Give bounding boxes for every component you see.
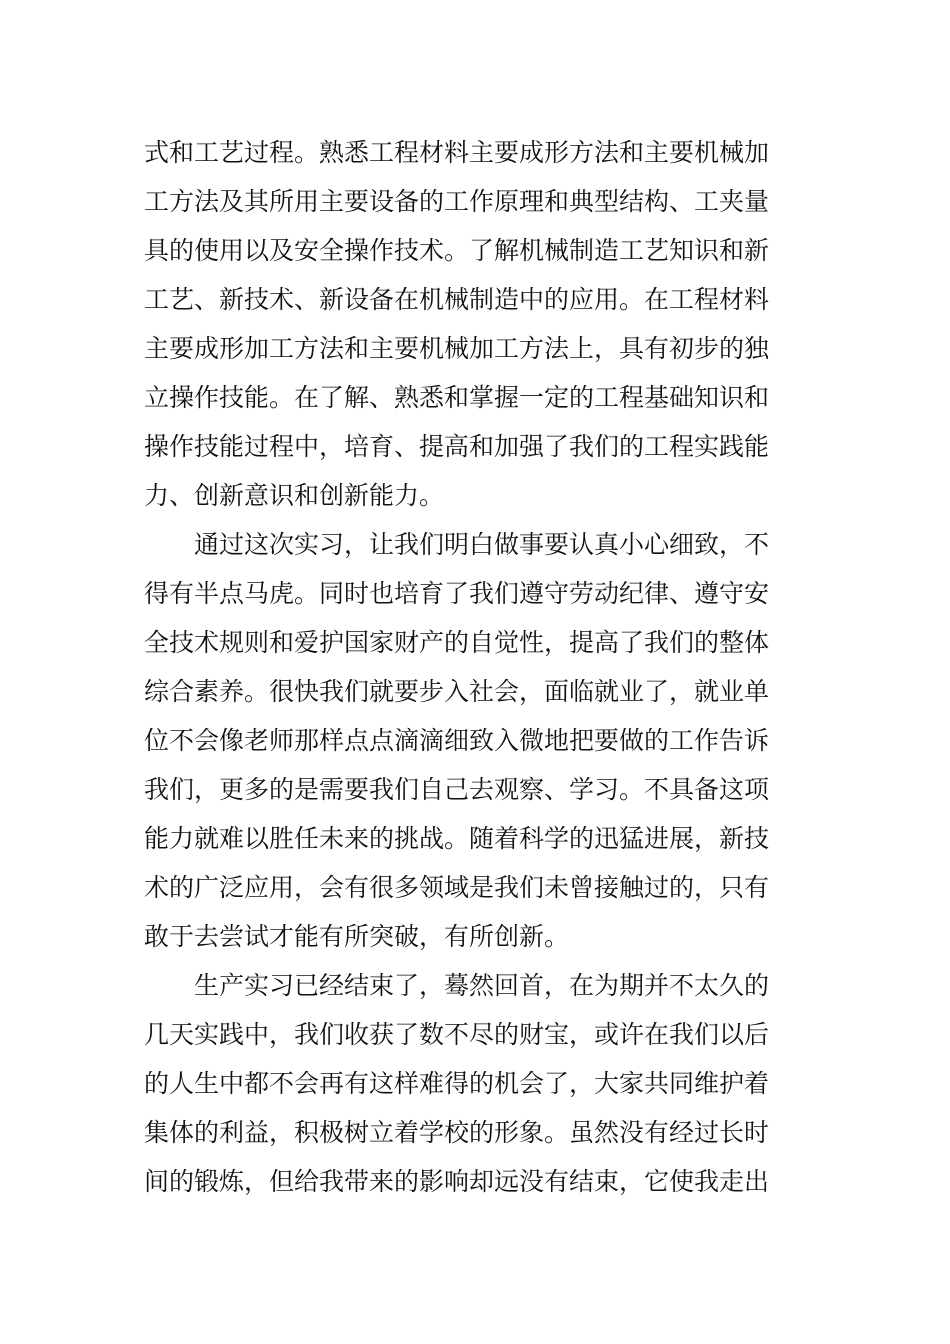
- text-line: 力、创新意识和创新能力。: [144, 481, 445, 510]
- text-line: 敢于去尝试才能有所突破，有所创新。: [144, 922, 570, 951]
- text-line: 集体的利益，积极树立着学校的形象。虽然没有经过长时: [144, 1118, 770, 1147]
- text-line: 式和工艺过程。熟悉工程材料主要成形方法和主要机械加: [144, 138, 770, 167]
- paragraph-start-line: 生产实习已经结束了，蓦然回首，在为期并不太久的: [144, 971, 770, 1000]
- text-line: 具的使用以及安全操作技术。了解机械制造工艺知识和新: [144, 236, 770, 265]
- text-line: 工艺、新技术、新设备在机械制造中的应用。在工程材料: [144, 285, 770, 314]
- text-line: 能力就难以胜任未来的挑战。随着科学的迅猛进展，新技: [144, 824, 770, 853]
- text-line: 我们，更多的是需要我们自己去观察、学习。不具备这项: [144, 775, 770, 804]
- text-line: 间的锻炼，但给我带来的影响却远没有结束，它使我走出: [144, 1167, 770, 1196]
- paragraph-start-line: 通过这次实习，让我们明白做事要认真小心细致，不: [144, 530, 770, 559]
- text-line: 几天实践中，我们收获了数不尽的财宝，或许在我们以后: [144, 1020, 770, 1049]
- text-line: 立操作技能。在了解、熟悉和掌握一定的工程基础知识和: [144, 383, 770, 412]
- text-line: 工方法及其所用主要设备的工作原理和典型结构、工夹量: [144, 187, 770, 216]
- text-line: 位不会像老师那样点点滴滴细致入微地把要做的工作告诉: [144, 726, 770, 755]
- text-line: 得有半点马虎。同时也培育了我们遵守劳动纪律、遵守安: [144, 579, 770, 608]
- text-line: 术的广泛应用，会有很多领域是我们未曾接触过的，只有: [144, 873, 770, 902]
- body-text: [144, 128, 814, 1206]
- text-line: 全技术规则和爱护国家财产的自觉性，提高了我们的整体: [144, 628, 770, 657]
- text-line: 操作技能过程中，培育、提高和加强了我们的工程实践能: [144, 432, 770, 461]
- text-line: 主要成形加工方法和主要机械加工方法上，具有初步的独: [144, 334, 770, 363]
- text-line: 综合素养。很快我们就要步入社会，面临就业了，就业单: [144, 677, 770, 706]
- text-line: 的人生中都不会再有这样难得的机会了，大家共同维护着: [144, 1069, 770, 1098]
